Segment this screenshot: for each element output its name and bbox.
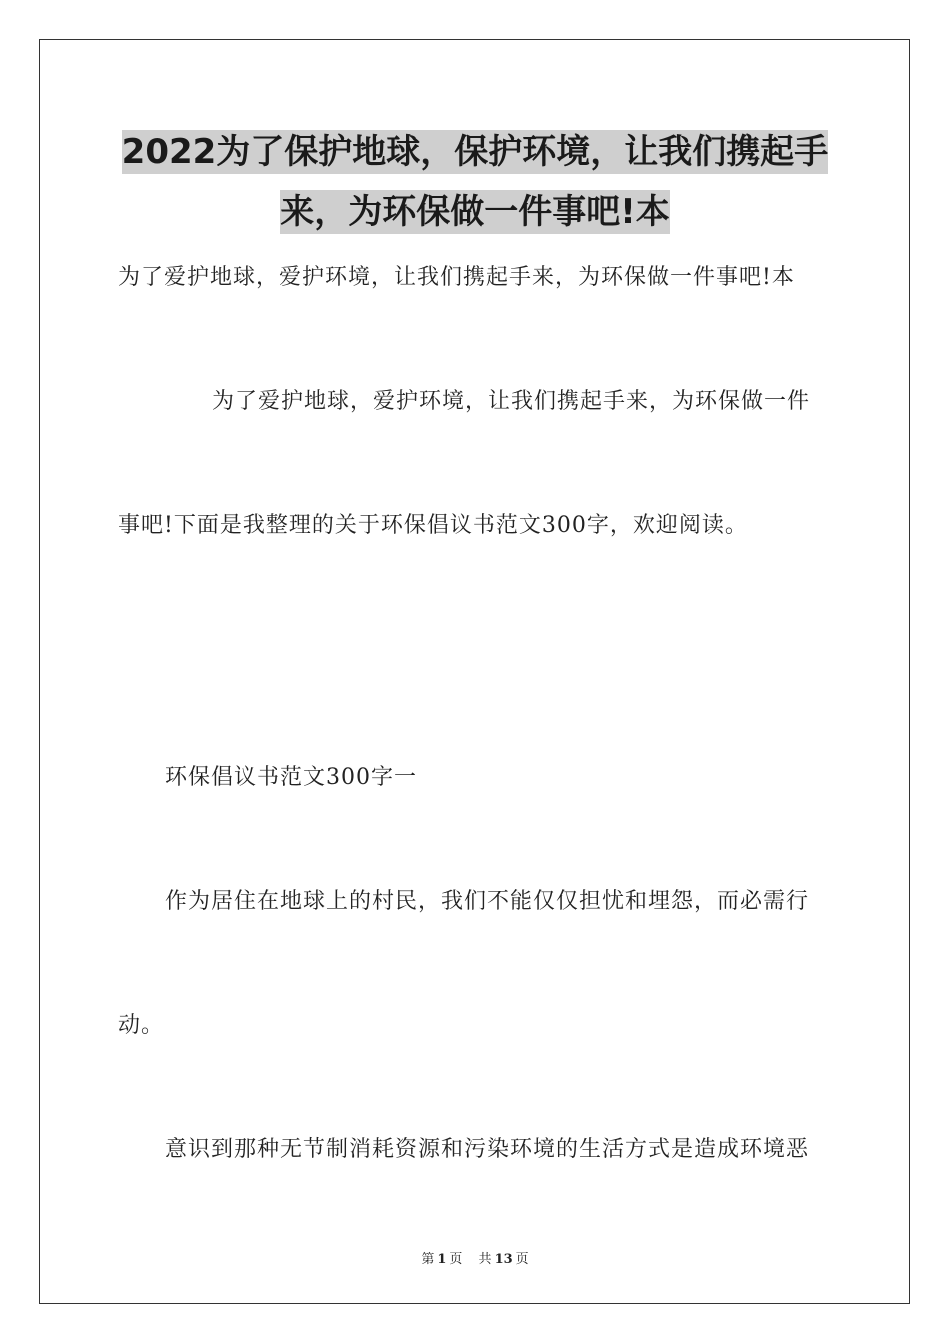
paragraph-3-line-2: 动。 [118, 1013, 165, 1038]
paragraph-intro: 为了爱护地球，爱护环境，让我们携起手来，为环保做一件事吧!本 [118, 265, 795, 290]
paragraph-3-line-1: 作为居住在地球上的村民，我们不能仅仅担忧和埋怨，而必需行 [165, 889, 810, 914]
section-heading: 环保倡议书范文300字一 [165, 765, 417, 790]
document-title [100, 122, 850, 242]
paragraph-2-line-1: 为了爱护地球，爱护环境，让我们携起手来，为环保做一件 [212, 389, 811, 414]
paragraph-2-line-2: 事吧!下面是我整理的关于环保倡议书范文300字，欢迎阅读。 [118, 513, 748, 538]
title-line-1: 2022为了保护地球，保护环境，让我们携起手 [121, 132, 829, 172]
page-footer [0, 1248, 950, 1267]
page-number: 第 1 页 [421, 1252, 463, 1267]
page-total: 共 13 页 [478, 1252, 529, 1267]
title-line-2: 来，为环保做一件事吧!本 [280, 192, 670, 232]
paragraph-4-line-1: 意识到那种无节制消耗资源和污染环境的生活方式是造成环境恶 [165, 1137, 810, 1162]
